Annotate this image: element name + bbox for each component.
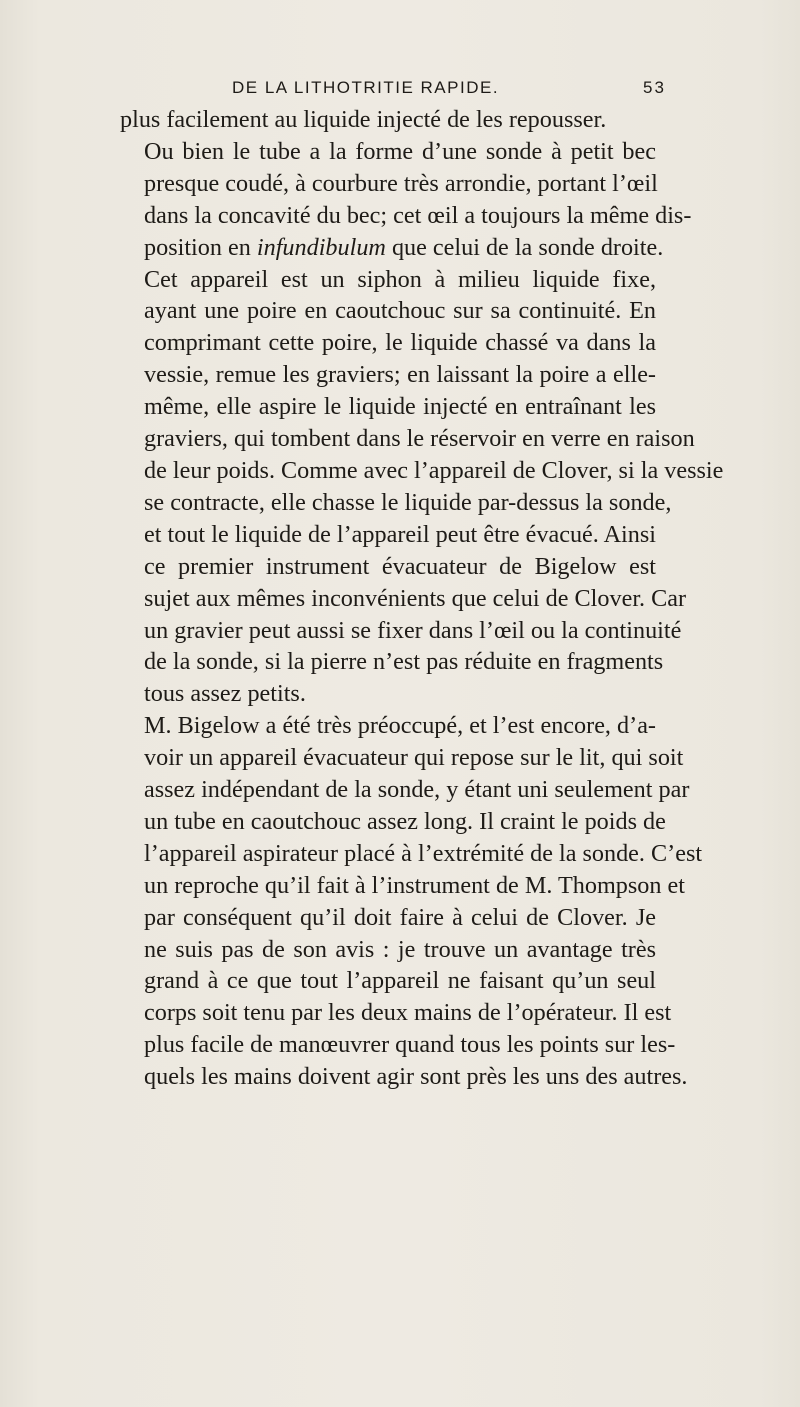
text-fragment: que celui de la sonde droite.	[391, 233, 664, 261]
text-line: sujet aux mêmes inconvénients que celui de Clover. Car	[144, 584, 687, 612]
text-line: comprimant cette poire, le liquide chassé va dans la	[144, 329, 656, 357]
text-line	[120, 232, 664, 264]
italic-term: infundibulum	[256, 233, 386, 261]
text-line: ne suis pas de son avis : je trouve un avantage très	[144, 935, 656, 963]
text-line: par conséquent qu’il doit faire à celui de Clover. Je	[144, 903, 656, 931]
paragraph-1	[120, 104, 656, 136]
text-line: plus facile de manœuvrer quand tous les points sur les-	[144, 1031, 676, 1059]
text-line: vessie, remue les graviers; en laissant la poire a elle-	[144, 361, 656, 389]
paragraph-3	[120, 710, 703, 1093]
paragraph-2	[120, 136, 724, 710]
page-number: 53	[643, 78, 666, 97]
text-line: corps soit tenu par les deux mains de l’opérateur. Il est	[144, 999, 672, 1027]
text-line: l’appareil aspirateur placé à l’extrémité de la sonde. C’est	[144, 839, 703, 867]
text-line: de la sonde, si la pierre n’est pas réduite en fragments	[144, 648, 664, 676]
body-text	[120, 104, 724, 1093]
text-line: grand à ce que tout l’appareil ne faisant qu’un seul	[144, 967, 656, 995]
text-line: un reproche qu’il fait à l’instrument de M. Thompson et	[144, 871, 685, 899]
text-line: Ou bien le tube a la forme d’une sonde à petit bec	[144, 137, 656, 165]
text-line: de leur poids. Comme avec l’appareil de Clover, si la vessie	[144, 456, 724, 484]
text-line: M. Bigelow a été très préoccupé, et l’est encore, d’a-	[144, 712, 656, 740]
text-fragment: position en	[144, 233, 251, 261]
text-line: un tube en caoutchouc assez long. Il craint le poids de	[144, 807, 666, 835]
text-line: voir un appareil évacuateur qui repose sur le lit, qui soit	[144, 744, 684, 772]
text-line: assez indépendant de la sonde, y étant uni seulement par	[144, 776, 690, 804]
text-line: même, elle aspire le liquide injecté en entraînant les	[144, 393, 656, 421]
text-line: se contracte, elle chasse le liquide par-dessus la sonde,	[144, 488, 672, 516]
text-line: Cet appareil est un siphon à milieu liquide fixe,	[144, 265, 656, 293]
text-line: presque coudé, à courbure très arrondie, portant l’œil	[144, 169, 658, 197]
text-line: graviers, qui tombent dans le réservoir en verre en raison	[144, 425, 695, 453]
running-title: DE LA LITHOTRITIE RAPIDE.	[232, 78, 500, 97]
text-line: ayant une poire en caoutchouc sur sa continuité. En	[144, 297, 656, 325]
page-header	[0, 74, 800, 102]
text-line: tous assez petits.	[144, 680, 306, 708]
text-line: et tout le liquide de l’appareil peut être évacué. Ainsi	[144, 520, 656, 548]
text-line: plus facilement au liquide injecté de les repousser.	[120, 106, 607, 133]
text-line: quels les mains doivent agir sont près les uns des autres.	[144, 1063, 688, 1091]
text-line: ce premier instrument évacuateur de Bigelow est	[144, 552, 656, 580]
text-line: dans la concavité du bec; cet œil a toujours la même dis-	[144, 201, 692, 229]
text-line: un gravier peut aussi se fixer dans l’œil ou la continuité	[144, 616, 682, 644]
